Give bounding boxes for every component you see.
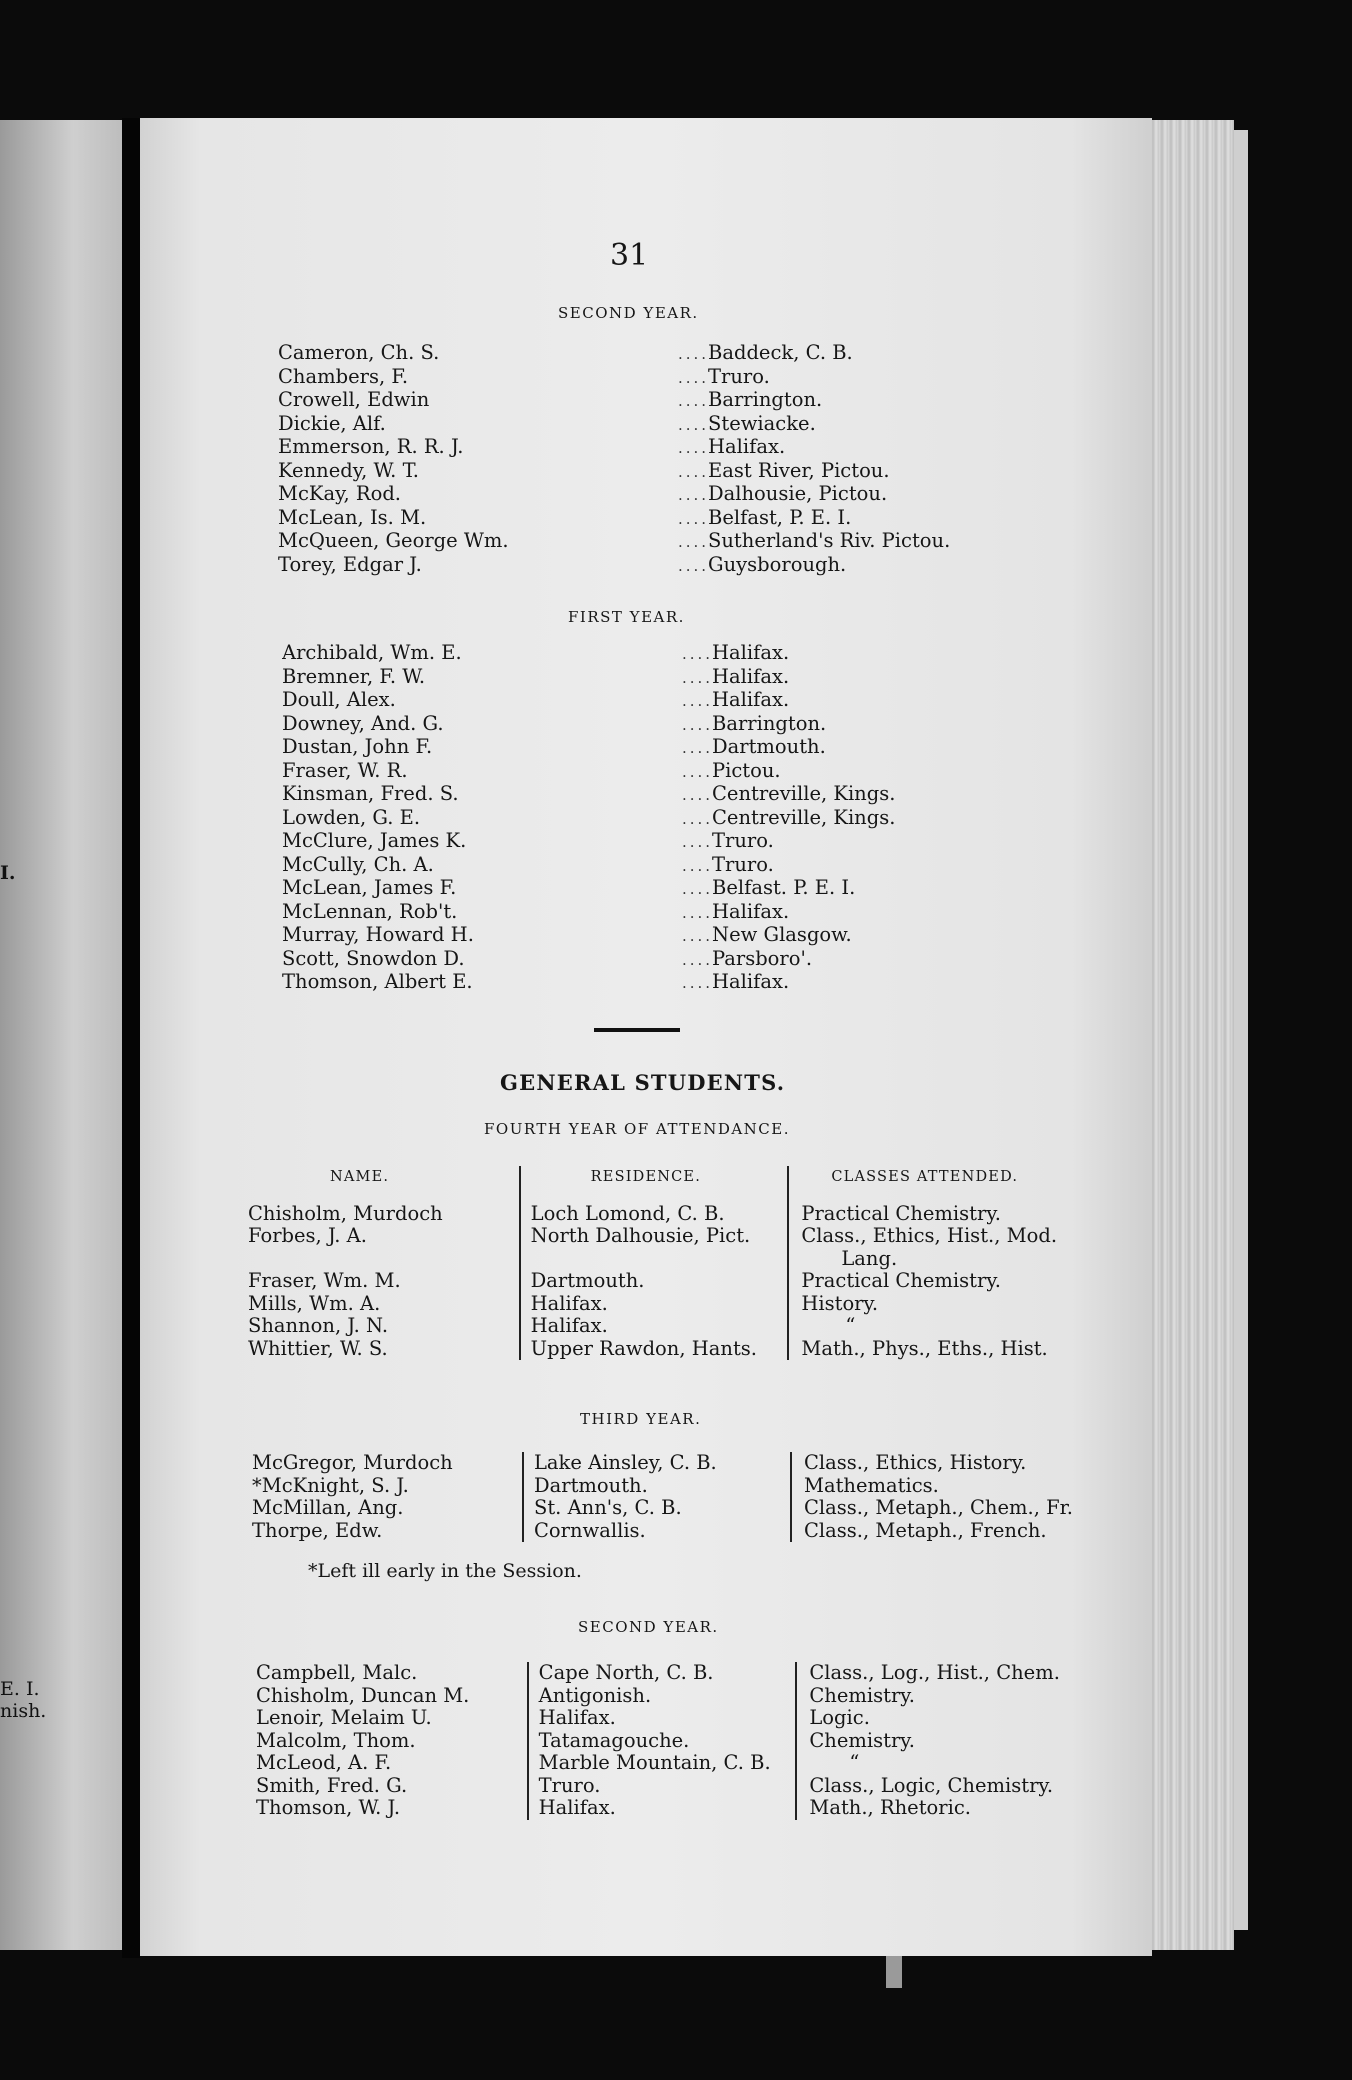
left-page-fragment	[0, 120, 122, 1950]
roster-row	[278, 530, 1018, 554]
roster-row	[282, 948, 1022, 972]
student-place: Truro.	[708, 364, 770, 388]
student-place: Centreville, Kings.	[712, 782, 896, 805]
student-name: Kinsman, Fred. S.	[282, 783, 459, 805]
footnote: *Left ill early in the Session.	[308, 1560, 582, 1582]
table-cell: Cape North, C. B.	[538, 1661, 714, 1684]
classes-column	[787, 1166, 1068, 1360]
general-students-title: GENERAL STUDENTS.	[500, 1070, 786, 1095]
table-cell: Forbes, J. A.	[248, 1224, 367, 1247]
student-name: Downey, And. G.	[282, 712, 444, 735]
leader-dots	[678, 531, 708, 554]
bookmark-ribbon	[886, 1952, 902, 1988]
table-cell	[248, 1248, 509, 1271]
leader-dots	[678, 484, 708, 507]
student-name: McQueen, George Wm.	[278, 530, 509, 552]
table-cell: North Dalhousie, Pict.	[530, 1224, 751, 1247]
residence-column	[522, 1452, 790, 1542]
student-place: Halifax.	[712, 664, 790, 688]
roster-row	[278, 436, 1018, 460]
student-name: Torey, Edgar J.	[278, 553, 422, 576]
name-column	[248, 1166, 519, 1360]
table-cell: Halifax.	[538, 1796, 616, 1819]
student-name: Crowell, Edwin	[278, 389, 430, 411]
leader-dots	[682, 667, 712, 690]
student-place: Baddeck, C. B.	[708, 341, 853, 364]
table-cell: Chisholm, Murdoch	[248, 1201, 443, 1225]
left-page-text: I.	[0, 862, 16, 884]
section-heading-fourth-year: FOURTH YEAR OF ATTENDANCE.	[484, 1120, 791, 1138]
roster-row	[282, 854, 1022, 878]
leader-dots	[682, 878, 712, 901]
student-place: New Glasgow.	[712, 923, 852, 946]
first-year-roster	[282, 642, 1022, 995]
residence-column	[527, 1662, 796, 1820]
book-gutter	[122, 118, 140, 1958]
residence-column	[519, 1166, 788, 1360]
student-name: Cameron, Ch. S.	[278, 342, 440, 364]
table-cell: Marble Mountain, C. B.	[538, 1751, 771, 1774]
section-heading-third-year: THIRD YEAR.	[580, 1410, 702, 1428]
student-name: Emmerson, R. R. J.	[278, 436, 464, 458]
section-heading-first-year: FIRST YEAR.	[568, 608, 685, 626]
roster-row	[278, 507, 1018, 531]
student-name: Murray, Howard H.	[282, 924, 474, 946]
student-name: Archibald, Wm. E.	[282, 642, 462, 664]
student-name: McCully, Ch. A.	[282, 853, 434, 876]
classes-column	[790, 1452, 1072, 1542]
classes-column	[795, 1662, 1076, 1820]
table-cell: Lenoir, Melaim U.	[256, 1706, 432, 1729]
leader-dots	[682, 949, 712, 972]
table-cell: Lake Ainsley, C. B.	[533, 1451, 717, 1474]
section-heading-general-second-year: SECOND YEAR.	[578, 1618, 719, 1636]
student-name: McLean, Is. M.	[278, 506, 427, 529]
table-cell: St. Ann's, C. B.	[533, 1496, 682, 1519]
page-edges	[1150, 120, 1234, 1950]
student-name: Lowden, G. E.	[282, 806, 421, 829]
table-cell: Tatamagouche.	[538, 1728, 690, 1752]
table-cell: Campbell, Malc.	[256, 1661, 418, 1684]
student-place: Truro.	[712, 829, 774, 852]
table-cell: Practical Chemistry.	[801, 1201, 1001, 1225]
table-cell: Halifax.	[530, 1291, 608, 1315]
leader-dots	[682, 808, 712, 831]
leader-dots	[682, 972, 712, 995]
table-cell: Class., Ethics, Hist., Mod.	[801, 1224, 1058, 1247]
student-name: McLean, James F.	[282, 877, 457, 899]
student-place: Centreville, Kings.	[712, 805, 896, 829]
leader-dots	[678, 508, 708, 531]
table-cell: Halifax.	[530, 1314, 608, 1337]
leader-dots	[682, 690, 712, 713]
student-place: Halifax.	[712, 641, 790, 664]
leader-dots	[678, 343, 708, 366]
left-page-text: E. I.	[0, 1678, 40, 1700]
table-cell: Chisholm, Duncan M.	[256, 1683, 470, 1707]
student-place: Belfast. P. E. I.	[712, 876, 856, 899]
roster-row	[282, 830, 1022, 854]
student-name: Bremner, F. W.	[282, 665, 426, 688]
table-cell: Class., Metaph., Chem., Fr.	[804, 1496, 1074, 1519]
table-cell: Class., Logic, Chemistry.	[809, 1773, 1054, 1797]
table-cell: Math., Rhetoric.	[809, 1796, 971, 1819]
student-place: Halifax.	[712, 970, 790, 993]
student-name: Dustan, John F.	[282, 736, 433, 758]
student-place: Halifax.	[708, 435, 786, 458]
fourth-year-table	[248, 1166, 1068, 1360]
table-cell: Practical Chemistry.	[801, 1269, 1001, 1292]
table-cell: Chemistry.	[809, 1683, 915, 1707]
leader-dots	[678, 461, 708, 484]
student-name: McClure, James K.	[282, 830, 467, 852]
table-cell: *McKnight, S. J.	[252, 1473, 409, 1497]
roster-row	[278, 460, 1018, 484]
roster-row	[278, 483, 1018, 507]
table-cell: McMillan, Ang.	[252, 1496, 404, 1519]
table-cell: Fraser, Wm. M.	[248, 1269, 401, 1292]
general-second-year-table	[256, 1662, 1076, 1820]
table-cell: Mathematics.	[804, 1473, 939, 1497]
student-name: Scott, Snowdon D.	[282, 947, 465, 970]
table-cell: “	[849, 1751, 860, 1774]
roster-row	[278, 413, 1018, 437]
student-name: McLennan, Rob't.	[282, 900, 458, 923]
third-year-table	[252, 1452, 1072, 1542]
roster-row	[278, 554, 1018, 578]
table-cell: Mills, Wm. A.	[248, 1291, 381, 1315]
roster-row	[282, 760, 1022, 784]
table-cell: History.	[801, 1291, 879, 1315]
roster-row	[282, 901, 1022, 925]
student-name: Chambers, F.	[278, 365, 409, 388]
leader-dots	[678, 367, 708, 390]
roster-row	[278, 389, 1018, 413]
roster-row	[282, 807, 1022, 831]
leader-dots	[682, 902, 712, 925]
table-cell: Malcolm, Thom.	[256, 1728, 416, 1752]
table-cell: Thomson, W. J.	[256, 1796, 401, 1819]
table-cell: Class., Log., Hist., Chem.	[809, 1661, 1060, 1684]
roster-row	[282, 689, 1022, 713]
roster-row	[282, 713, 1022, 737]
leader-dots	[678, 414, 708, 437]
leader-dots	[682, 925, 712, 948]
table-cell: McLeod, A. F.	[256, 1751, 392, 1774]
student-place: Sutherland's Riv. Pictou.	[708, 529, 951, 552]
table-cell: Loch Lomond, C. B.	[530, 1201, 725, 1225]
table-cell: Lang.	[841, 1246, 898, 1270]
leader-dots	[682, 855, 712, 878]
table-cell: Class., Metaph., French.	[804, 1518, 1047, 1542]
student-name: Dickie, Alf.	[278, 412, 386, 435]
leader-dots	[682, 831, 712, 854]
leader-dots	[682, 761, 712, 784]
student-place: Parsboro'.	[712, 946, 813, 970]
roster-row	[278, 366, 1018, 390]
table-cell: Logic.	[809, 1706, 870, 1729]
leader-dots	[678, 390, 708, 413]
table-cell	[531, 1248, 788, 1271]
table-cell: Upper Rawdon, Hants.	[530, 1336, 757, 1360]
student-place: Belfast, P. E. I.	[708, 505, 852, 529]
page-number: 31	[610, 238, 649, 273]
table-cell: McGregor, Murdoch	[252, 1451, 453, 1474]
second-year-roster	[278, 342, 1018, 577]
section-divider-rule	[594, 1028, 680, 1032]
leader-dots	[682, 737, 712, 760]
column-header-classes: CLASSES ATTENDED.	[831, 1169, 1019, 1185]
student-place: Stewiacke.	[708, 411, 816, 435]
student-name: Kennedy, W. T.	[278, 459, 419, 482]
column-header-residence: RESIDENCE.	[590, 1169, 702, 1185]
document-page	[140, 118, 1152, 1956]
roster-row	[282, 924, 1022, 948]
roster-row	[278, 342, 1018, 366]
student-name: Thomson, Albert E.	[282, 971, 473, 993]
student-place: Barrington.	[712, 711, 827, 735]
student-place: Truro.	[712, 852, 774, 876]
table-cell: Class., Ethics, History.	[804, 1451, 1027, 1474]
name-column	[256, 1662, 527, 1820]
table-cell: Dartmouth.	[533, 1473, 648, 1497]
student-place: Barrington.	[708, 388, 823, 411]
table-cell: Truro.	[538, 1773, 601, 1797]
table-cell: Thorpe, Edw.	[252, 1518, 383, 1542]
roster-row	[282, 642, 1022, 666]
roster-row	[282, 783, 1022, 807]
student-place: Halifax.	[712, 899, 790, 923]
table-cell: Whittier, W. S.	[248, 1336, 388, 1360]
section-heading-second-year: SECOND YEAR.	[558, 304, 699, 322]
table-cell: Antigonish.	[538, 1683, 652, 1707]
table-cell: “	[845, 1314, 856, 1337]
roster-row	[282, 736, 1022, 760]
student-name: Doull, Alex.	[282, 689, 396, 711]
table-cell: Math., Phys., Eths., Hist.	[801, 1336, 1048, 1360]
roster-row	[282, 666, 1022, 690]
table-cell: Shannon, J. N.	[248, 1314, 389, 1337]
student-place: Guysborough.	[708, 552, 847, 576]
table-cell: Halifax.	[538, 1706, 616, 1729]
table-cell: Smith, Fred. G.	[256, 1773, 408, 1797]
leader-dots	[678, 437, 708, 460]
table-cell: Cornwallis.	[533, 1518, 646, 1542]
student-place: Dartmouth.	[712, 735, 826, 758]
student-place: Halifax.	[712, 688, 790, 711]
student-name: McKay, Rod.	[278, 483, 402, 505]
table-cell: Chemistry.	[809, 1728, 915, 1752]
student-place: East River, Pictou.	[708, 458, 890, 482]
roster-row	[282, 877, 1022, 901]
leader-dots	[678, 555, 708, 578]
column-header-name: NAME.	[330, 1169, 390, 1185]
left-page-text: nish.	[0, 1700, 47, 1722]
name-column	[252, 1452, 522, 1542]
student-place: Pictou.	[712, 758, 781, 782]
leader-dots	[682, 643, 712, 666]
student-place: Dalhousie, Pictou.	[708, 482, 888, 505]
table-cell: Dartmouth.	[530, 1269, 645, 1292]
student-name: Fraser, W. R.	[282, 759, 408, 782]
leader-dots	[682, 714, 712, 737]
roster-row	[282, 971, 1022, 995]
leader-dots	[682, 784, 712, 807]
